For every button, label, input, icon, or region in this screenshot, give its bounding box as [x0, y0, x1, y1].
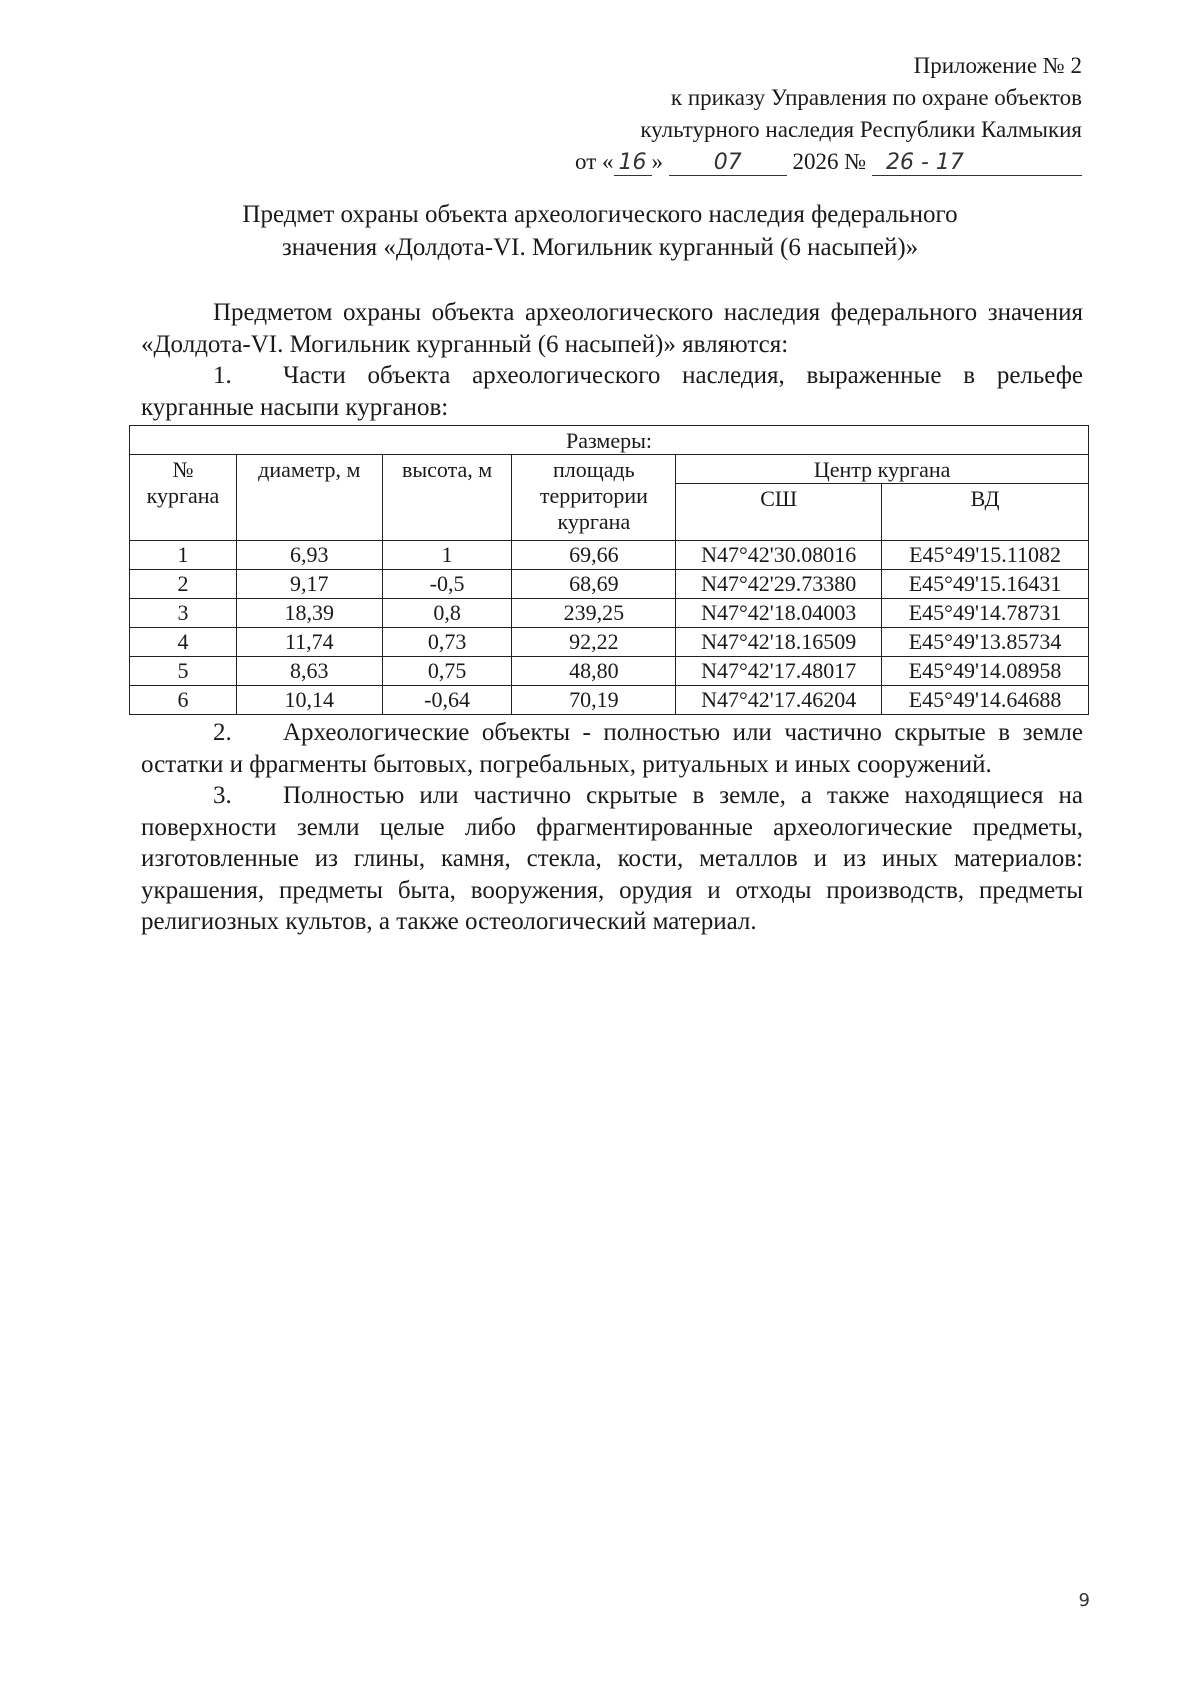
cell-latitude: N47°42'29.73380 [676, 570, 882, 599]
cell-area: 69,66 [512, 541, 676, 570]
date-prefix: от « [575, 149, 614, 174]
item-2 [141, 717, 1083, 780]
table-row [130, 599, 1089, 628]
cell-diameter: 8,63 [236, 657, 382, 686]
cell-diameter: 6,93 [236, 541, 382, 570]
cell-longitude: E45°49'15.16431 [882, 570, 1089, 599]
cell-longitude: E45°49'13.85734 [882, 628, 1089, 657]
cell-latitude: N47°42'17.48017 [676, 657, 882, 686]
table-header-number: № кургана [130, 455, 237, 541]
intro-paragraph: Предметом охраны объекта археологического наследия федерального значения «Долдота-VI. Могильник курганный (6 насыпей)» являются: [141, 299, 1083, 358]
table-header-diameter: диаметр, м [236, 455, 382, 541]
table-header-area: площадь территории кургана [512, 455, 676, 541]
title-line-2: значения «Долдота-VI. Могильник курганный (6 насыпей)» [281, 234, 919, 261]
cell-diameter: 9,17 [236, 570, 382, 599]
cell-longitude: E45°49'14.78731 [882, 599, 1089, 628]
cell-longitude: E45°49'15.11082 [882, 541, 1089, 570]
appendix-header [575, 50, 1082, 178]
item-3 [141, 780, 1083, 938]
appendix-authority: культурного наследия Республики Калмыкия [640, 117, 1082, 142]
appendix-title: Приложение № 2 [913, 53, 1082, 78]
cell-number: 3 [130, 599, 237, 628]
cell-latitude: N47°42'18.04003 [676, 599, 882, 628]
cell-diameter: 10,14 [236, 686, 382, 715]
cell-area: 239,25 [512, 599, 676, 628]
item-3-number: 3. [213, 782, 232, 809]
cell-diameter: 11,74 [236, 628, 382, 657]
cell-number: 6 [130, 686, 237, 715]
item-1 [141, 360, 1083, 423]
cell-area: 70,19 [512, 686, 676, 715]
item-1-text: Части объекта археологического наследия, выраженные в рельефе курганные насыпи курганов: [141, 362, 1083, 421]
cell-number: 2 [130, 570, 237, 599]
appendix-date-line [575, 146, 1082, 178]
table-row [130, 686, 1089, 715]
table-header-latitude: СШ [676, 484, 882, 541]
date-day-handwritten: 16 [614, 151, 652, 176]
cell-number: 4 [130, 628, 237, 657]
table-row [130, 628, 1089, 657]
title-line-1: Предмет охраны объекта археологического наследия федерального [242, 201, 958, 228]
item-3-text: Полностью или частично скрытые в земле, а также находящиеся на поверхности земли целые либо фрагментированные археологические предметы, изготовленные из глины, камня, стекла, кости, металлов и из иных материалов: украшения, предметы быта, вооружения, орудия и отходы производств, предметы религиозных культов, а также остеологический материал. [141, 782, 1083, 935]
document-title [140, 198, 1060, 264]
page-number: 9 [1078, 1590, 1090, 1611]
order-number-handwritten: 26 - 17 [872, 151, 1082, 176]
cell-area: 48,80 [512, 657, 676, 686]
cell-latitude: N47°42'17.46204 [676, 686, 882, 715]
cell-latitude: N47°42'30.08016 [676, 541, 882, 570]
cell-height: 0,73 [382, 628, 512, 657]
cell-height: 0,75 [382, 657, 512, 686]
item-2-text: Археологические объекты - полностью или частично скрытые в земле остатки и фрагменты бытовых, погребальных, ритуальных и иных сооружений. [141, 719, 1083, 778]
date-year: 2026 № [792, 149, 867, 174]
table-header-center: Центр кургана [676, 455, 1089, 484]
item-1-number: 1. [213, 362, 232, 389]
cell-height: -0,5 [382, 570, 512, 599]
table-row [130, 657, 1089, 686]
item-2-number: 2. [213, 719, 232, 746]
cell-number: 1 [130, 541, 237, 570]
appendix-order-reference: к приказу Управления по охране объектов [670, 85, 1082, 110]
cell-height: 1 [382, 541, 512, 570]
cell-longitude: E45°49'14.64688 [882, 686, 1089, 715]
table-header-height: высота, м [382, 455, 512, 541]
table-header-sizes: Размеры: [130, 426, 1089, 455]
cell-number: 5 [130, 657, 237, 686]
cell-latitude: N47°42'18.16509 [676, 628, 882, 657]
mounds-table [129, 425, 1089, 715]
date-month-handwritten: 07 [669, 151, 787, 176]
date-mid: » [651, 149, 664, 174]
table-header-longitude: ВД [882, 484, 1089, 541]
document-body [141, 297, 1083, 938]
cell-longitude: E45°49'14.08958 [882, 657, 1089, 686]
cell-area: 68,69 [512, 570, 676, 599]
cell-area: 92,22 [512, 628, 676, 657]
cell-height: -0,64 [382, 686, 512, 715]
cell-diameter: 18,39 [236, 599, 382, 628]
table-row [130, 541, 1089, 570]
table-row [130, 570, 1089, 599]
cell-height: 0,8 [382, 599, 512, 628]
